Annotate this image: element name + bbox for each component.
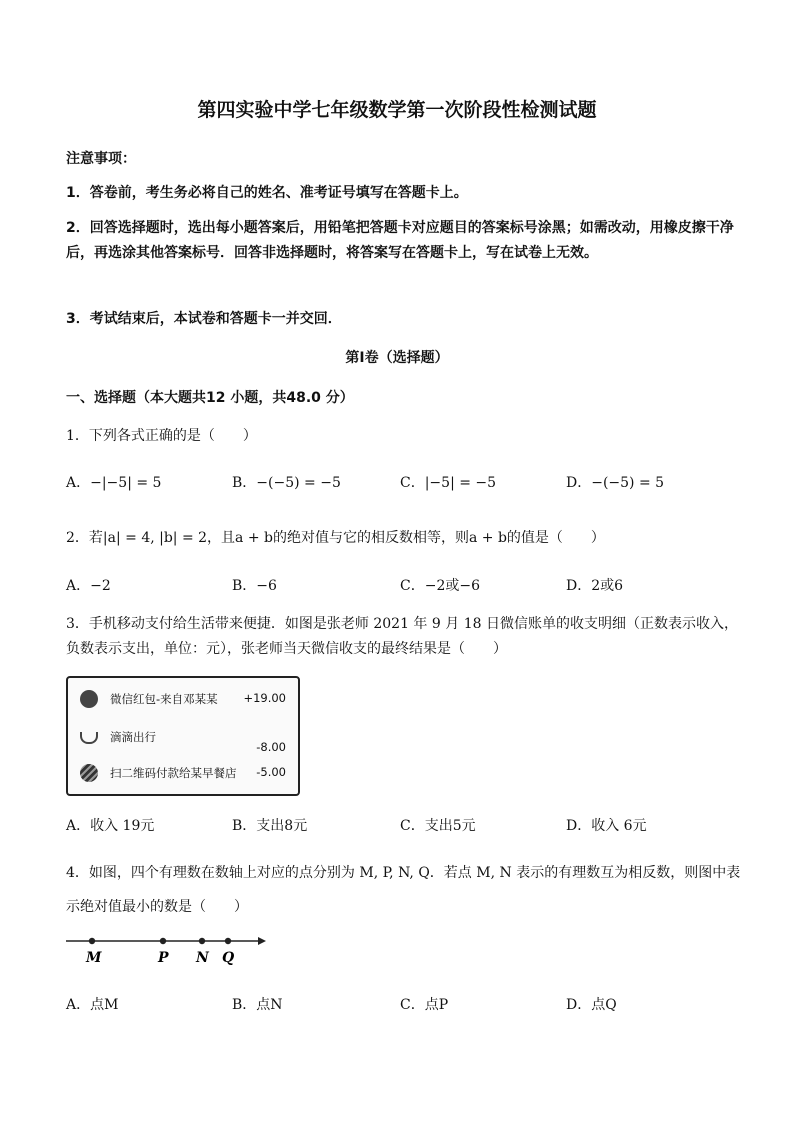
q4-option-b[interactable]: B．点N [232, 997, 283, 1013]
red-packet-icon [80, 690, 98, 708]
question-4-stem: 4．如图，四个有理数在数轴上对应的点分别为 M, P, N, Q．若点 M, N 表示的有理数互为相反数，则图中表示绝对值最小的数是（ ） [66, 865, 741, 915]
bill-label: 微信红包-来自邓某某 [110, 692, 218, 706]
qr-pay-icon [80, 764, 98, 782]
part-title: 一、选择题（本大题共12 小题，共48.0 分） [66, 390, 354, 406]
bill-row [80, 688, 290, 712]
note-1: 1．答卷前，考生务必将自己的姓名、准考证号填写在答题卡上。 [66, 185, 468, 201]
taxi-icon [80, 732, 98, 744]
point-m-dot [89, 938, 95, 944]
q2-option-d[interactable]: D．2或6 [566, 578, 624, 594]
number-line-figure [66, 928, 266, 968]
bill-row [80, 762, 290, 786]
q2-option-c[interactable]: C．−2或−6 [400, 578, 480, 594]
wechat-bill-image [66, 676, 300, 796]
point-q-dot [225, 938, 231, 944]
q1-option-c[interactable]: C．|−5| = −5 [400, 475, 497, 491]
point-m-label: M [86, 950, 102, 966]
point-n-dot [199, 938, 205, 944]
q2-option-a[interactable]: A．−2 [66, 578, 111, 594]
q3-option-d[interactable]: D．收入 6元 [566, 818, 647, 834]
point-p-dot [160, 938, 166, 944]
bill-label: 滴滴出行 [110, 730, 156, 744]
notes-heading: 注意事项： [66, 151, 136, 167]
q3-option-c[interactable]: C．支出5元 [400, 818, 476, 834]
note-2: 2．回答选择题时，选出每小题答案后，用铅笔把答题卡对应题目的答案标号涂黑；如需改动，用橡皮擦干净后，再选涂其他答案标号．回答非选择题时，将答案写在答题卡上，写在试卷上无效。 [66, 220, 734, 261]
bill-amount: +19.00 [243, 691, 286, 705]
q4-option-a[interactable]: A．点M [66, 997, 119, 1013]
number-line-arrow [258, 937, 266, 945]
q1-option-d[interactable]: D．−(−5) = 5 [566, 475, 665, 491]
q1-option-a[interactable]: A．−|−5| = 5 [66, 475, 162, 491]
q4-option-c[interactable]: C．点P [400, 997, 449, 1013]
section-title: 第Ⅰ卷（选择题） [345, 350, 449, 366]
question-2-stem: 2．若|a| = 4, |b| = 2，且a + b的绝对值与它的相反数相等，则a + b的值是（ ） [66, 530, 605, 546]
point-p-label: P [158, 950, 169, 966]
bill-amount: -8.00 [256, 740, 286, 754]
q1-option-b[interactable]: B．−(−5) = −5 [232, 475, 341, 491]
exam-title: 第四实验中学七年级数学第一次阶段性检测试题 [197, 99, 597, 121]
question-3-stem: 3．手机移动支付给生活带来便捷．如图是张老师 2021 年 9 月 18 日微信账单的收支明细（正数表示收入，负数表示支出，单位：元），张老师当天微信收支的最终结果是（ ） [66, 616, 738, 657]
q4-option-d[interactable]: D．点Q [566, 997, 617, 1013]
bill-label: 扫二维码付款给某早餐店 [110, 766, 237, 780]
point-n-label: N [196, 950, 209, 966]
question-1-stem: 1．下列各式正确的是（ ） [66, 428, 257, 444]
point-q-label: Q [222, 950, 235, 966]
q3-option-a[interactable]: A．收入 19元 [66, 818, 155, 834]
q3-option-b[interactable]: B．支出8元 [232, 818, 308, 834]
q2-option-b[interactable]: B．−6 [232, 578, 277, 594]
note-3: 3．考试结束后，本试卷和答题卡一并交回． [66, 311, 342, 327]
bill-row [80, 726, 290, 754]
bill-amount: -5.00 [256, 765, 286, 779]
